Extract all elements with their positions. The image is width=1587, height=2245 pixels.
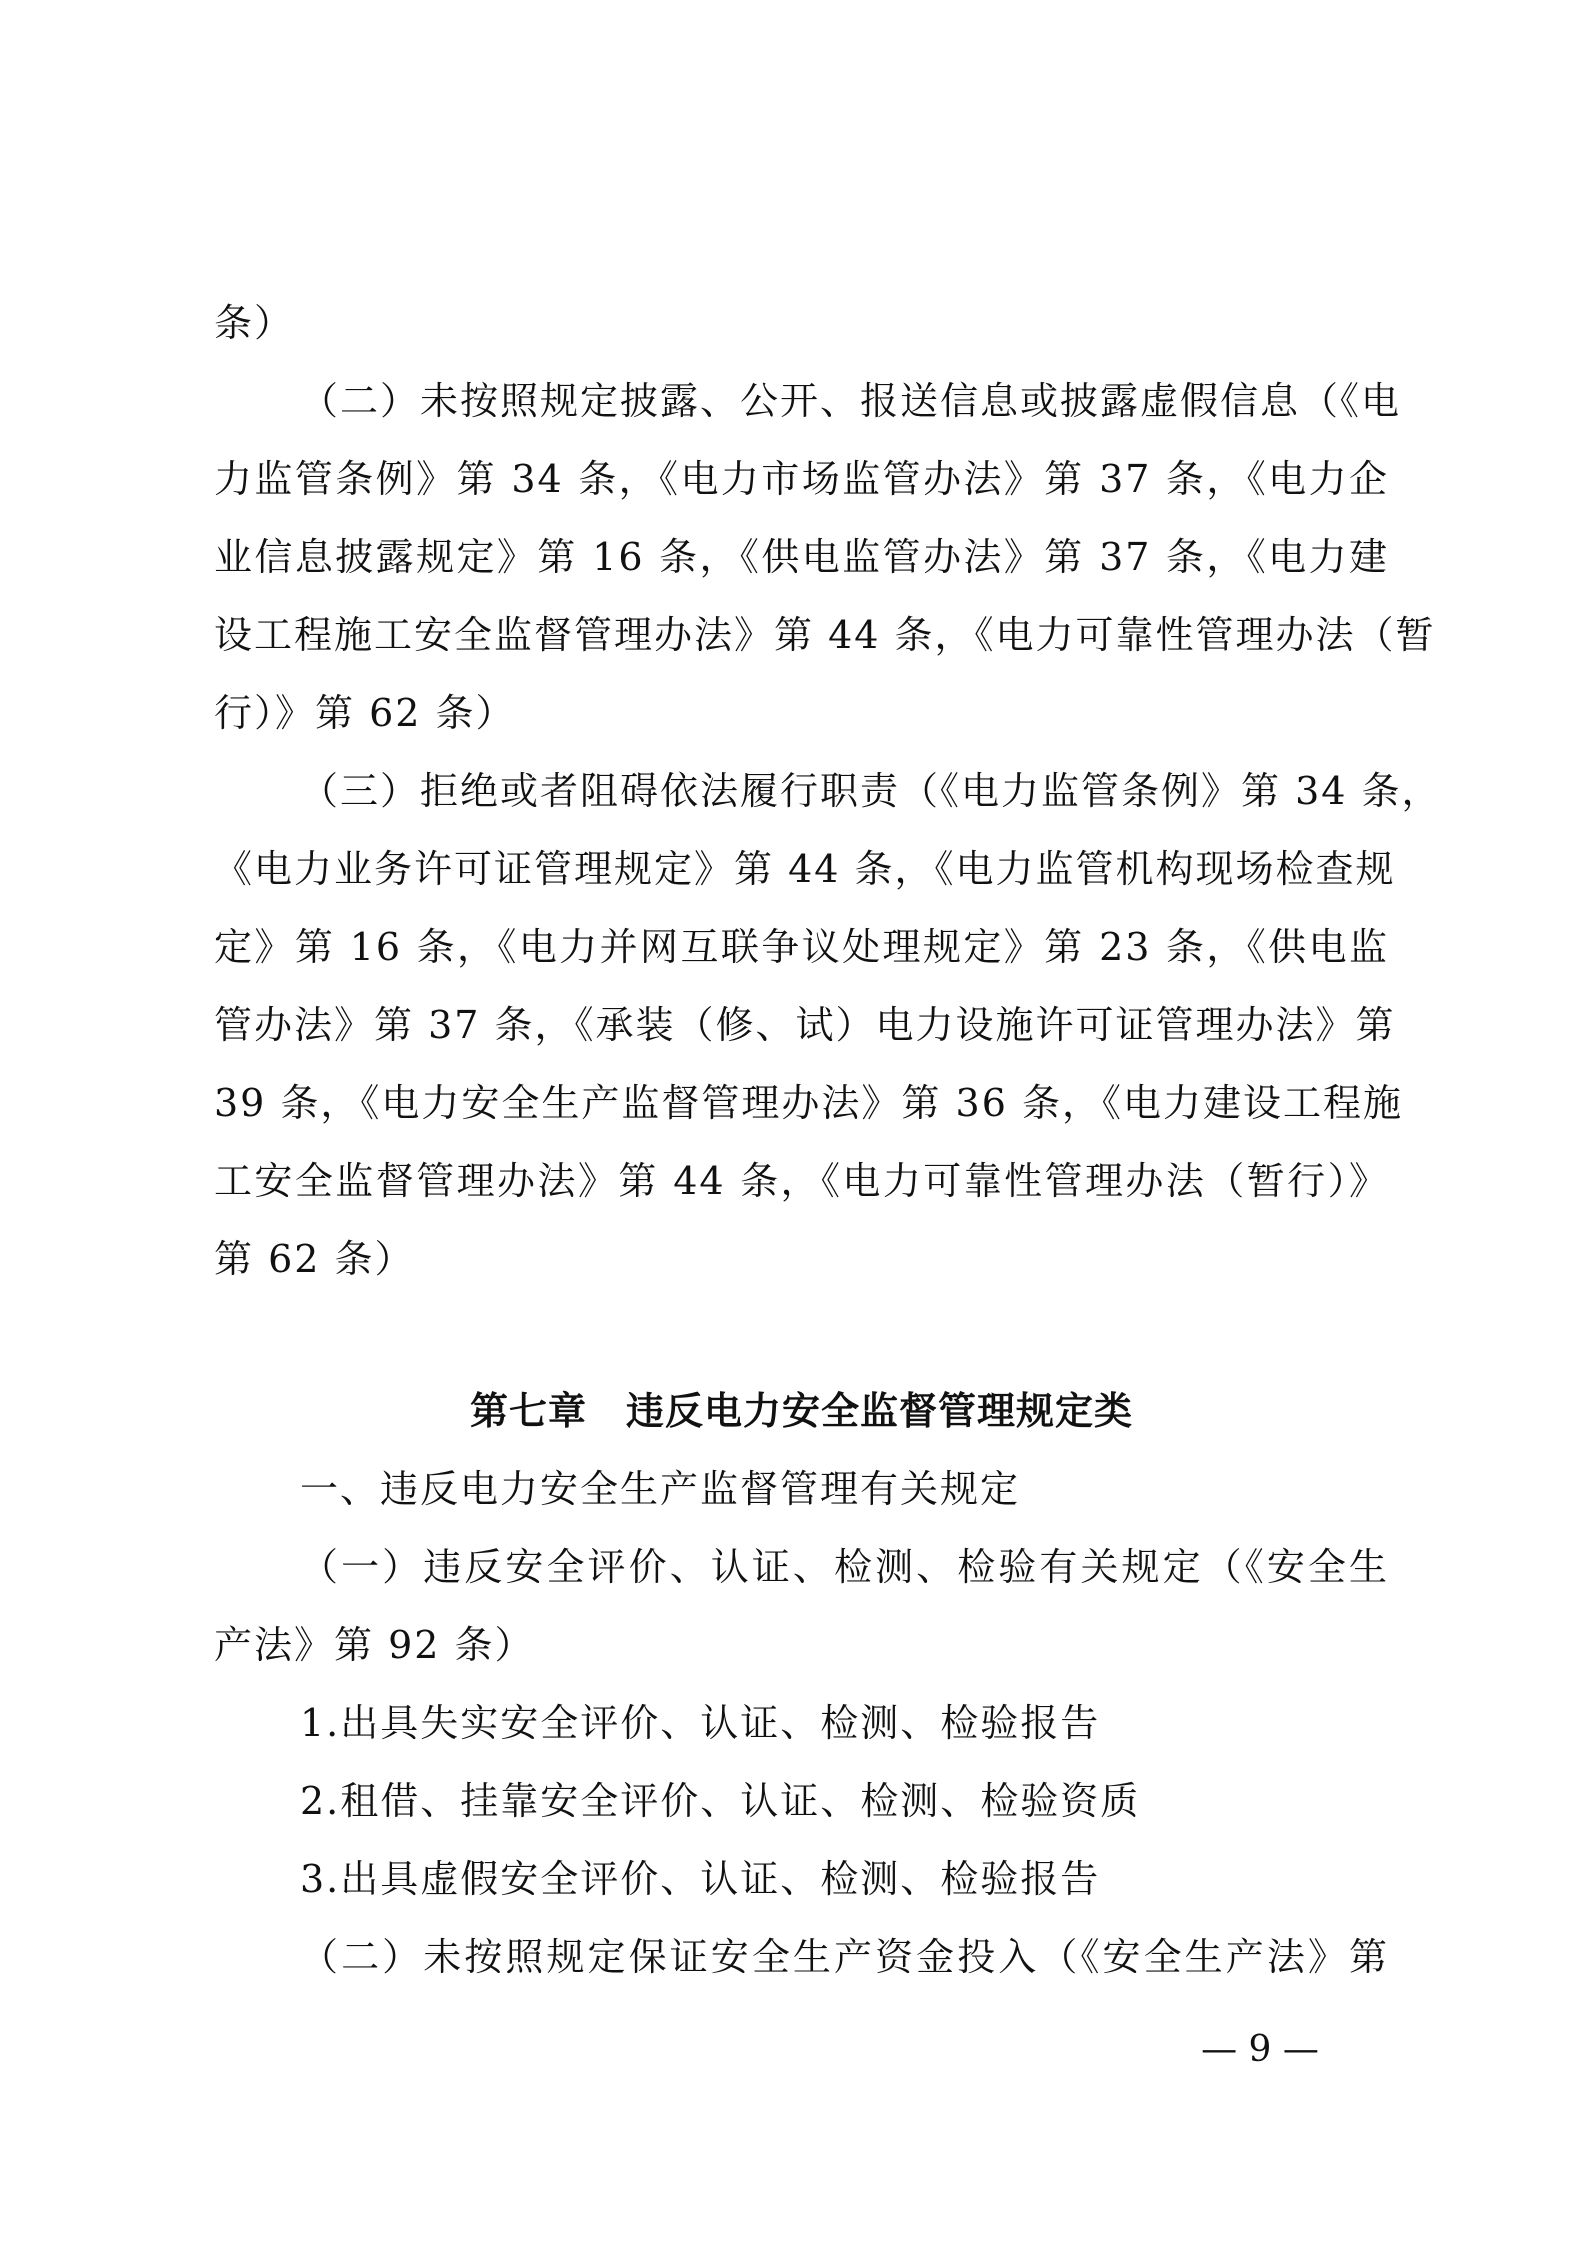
page-number: — 9 —	[1201, 2029, 1319, 2070]
paragraph-2-line: （二）未按照规定披露、公开、报送信息或披露虚假信息（《电	[300, 379, 1402, 423]
list-item: 2.租借、挂靠安全评价、认证、检测、检验资质	[300, 1779, 1141, 1823]
subsection-2-line: （二）未按照规定保证安全生产资金投入（《安全生产法》第	[300, 1935, 1389, 1979]
text-line: 条）	[214, 301, 295, 345]
subsection-1-line: （一）违反安全评价、认证、检测、检验有关规定（《安全生	[300, 1545, 1389, 1589]
text-line: 设工程施工安全监督管理办法》第 44 条，《电力可靠性管理办法（暂	[214, 613, 1436, 657]
list-item: 1.出具失实安全评价、认证、检测、检验报告	[300, 1701, 1101, 1745]
section-heading: 一、违反电力安全生产监督管理有关规定	[300, 1467, 1021, 1511]
text-line: 《电力业务许可证管理规定》第 44 条，《电力监管机构现场检查规	[214, 847, 1396, 891]
text-line: 工安全监督管理办法》第 44 条，《电力可靠性管理办法（暂行）》	[214, 1159, 1389, 1203]
text-line: 第 62 条）	[214, 1237, 415, 1281]
text-line: 行）》第 62 条）	[214, 691, 516, 735]
text-line: 管办法》第 37 条，《承装（修、试）电力设施许可证管理办法》第	[214, 1003, 1396, 1047]
paragraph-3-line: （三）拒绝或者阻碍依法履行职责（《电力监管条例》第 34 条，	[300, 769, 1442, 813]
text-line: 力监管条例》第 34 条，《电力市场监管办法》第 37 条，《电力企	[214, 457, 1389, 501]
chapter-title: 第七章 违反电力安全监督管理规定类	[469, 1389, 1133, 1433]
text-line: 产法》第 92 条）	[214, 1623, 535, 1667]
text-line: 业信息披露规定》第 16 条，《供电监管办法》第 37 条，《电力建	[214, 535, 1389, 579]
text-line: 39 条，《电力安全生产监督管理办法》第 36 条，《电力建设工程施	[214, 1081, 1403, 1125]
list-item: 3.出具虚假安全评价、认证、检测、检验报告	[300, 1857, 1101, 1901]
text-line: 定》第 16 条，《电力并网互联争议处理规定》第 23 条，《供电监	[214, 925, 1389, 969]
